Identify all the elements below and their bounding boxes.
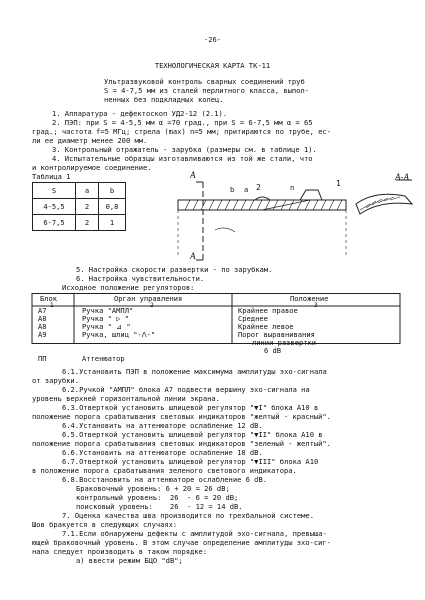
table1-cell: 2	[76, 199, 99, 215]
body-line: положение порога срабатывания световых индикаторов "зеленый - желтый".	[32, 439, 331, 448]
body-line: 6.5.Отверткой установить шлицевой регулятор "▼II" блока А10 в	[62, 430, 323, 439]
intro-line: 4. Испытательные образцы изготавливаются из той же стали, что	[52, 154, 313, 163]
subtitle-line: ненных без подкладных колец.	[104, 95, 224, 104]
intro-line: ли ее диаметр менее 200 мм.	[32, 136, 148, 145]
table2-cell: Среднее	[238, 314, 268, 323]
table2-header: Блок	[40, 294, 58, 303]
body-line: уровень верхней горизонтальной линии экрана.	[32, 394, 220, 403]
table1-caption: Таблица 1	[32, 172, 71, 181]
table2-cell: линии развертки	[252, 338, 317, 347]
table2-cell: 6 dB	[264, 346, 282, 355]
table2-cell: Ручка " ▷ "	[82, 314, 129, 323]
table2-cell: Ручка " ⊿ "	[82, 322, 131, 331]
weld-diagram	[0, 170, 425, 270]
body-line: 6.4.Установить на аттенюаторе ослабление 12 dB.	[62, 421, 263, 430]
table2-cell: Аттенюатор	[82, 354, 125, 363]
body-line: Шов бракуется в следующих случаях:	[32, 520, 178, 529]
body-line: 6.3.Отверткой установить шлицевой регулятор "▼I" блока А10 в	[62, 403, 319, 412]
body-line: контрольный уровень: 26 - 6 = 20 dB;	[76, 493, 239, 502]
table1-header-s: S	[33, 183, 76, 199]
body-line: 6.8.Восстановить на аттенюаторе ослабление 6 dB.	[62, 475, 267, 484]
body-line: от зарубки.	[32, 376, 79, 385]
table2-cell: Крайнее правое	[238, 306, 298, 315]
subtitle-line: S = 4-7,5 мм из сталей перлитного класса, выпол-	[104, 86, 309, 95]
table1-cell: 4-5,5	[33, 199, 76, 215]
intro-line: 3. Контрольный отражатель - зарубка (размеры см. в таблице 1).	[52, 145, 317, 154]
table1-header-b: b	[99, 183, 126, 199]
table2-grid	[0, 293, 425, 353]
intro-line: и контролируемое соединение.	[32, 163, 152, 172]
table2-header: Орган управления	[114, 294, 183, 303]
subtitle-line: Ультразвуковой контроль сварных соединений труб	[104, 77, 305, 86]
page-title: ТЕХНОЛОГИЧЕСКАЯ КАРТА ТК-11	[154, 61, 271, 70]
diagram-label: A	[190, 170, 196, 180]
diagram-label: A-A	[395, 172, 409, 182]
table2-col-number: 3	[314, 302, 318, 309]
table2-cell: А8	[38, 314, 47, 323]
table1-cell: 0,8	[99, 199, 126, 215]
table2-cell: А7	[38, 306, 47, 315]
body-line: 7.1.Если обнаружены дефекты с амплитудой эхо-сигнала, превыша-	[62, 529, 327, 538]
table2-header: Положение	[290, 294, 329, 303]
diagram-label: n	[290, 184, 295, 192]
body-line: 6.6.Установить на аттенюаторе ослабление 18 dB.	[62, 448, 263, 457]
section-line: 6. Настройка чувствительности.	[76, 274, 205, 283]
body-line: 6.7.Отверткой установить шлицевой регулятор "▼III" блока А10	[62, 457, 319, 466]
table2-cell: ПП	[38, 354, 47, 363]
body-line: 6.1.Установить ПЭП в положение максимума амплитуды эхо-сигнала	[62, 367, 327, 376]
body-line: 6.2.Ручкой "АМПЛ" блока А7 подвести вершину эхо-сигнала на	[62, 385, 310, 394]
table1-cell: 1	[99, 215, 126, 231]
diagram-label: A	[190, 251, 196, 261]
table2-cell: А8	[38, 322, 47, 331]
table2-cell: А9	[38, 330, 47, 339]
table2-cell: Крайнее левое	[238, 322, 294, 331]
body-line: а) ввести режим БЦО "dB";	[76, 556, 183, 565]
body-line: 7. Оценка качества шва производится по трехбальной системе.	[62, 511, 314, 520]
table2-cell: Ручка "АМПЛ"	[82, 306, 134, 315]
section-line: Исходное положение регуляторов:	[62, 283, 195, 292]
body-line: положение порога срабатывания световых индикаторов "желтый - красный".	[32, 412, 331, 421]
diagram-label: b	[230, 186, 235, 194]
page-number: -26-	[203, 35, 222, 44]
body-line: Браковочный уровень: 6 + 20 = 26 dB;	[76, 484, 230, 493]
intro-line: 2. ПЭП: при S = 4-5,5 мм α =70 град., при S = 6-7,5 мм α = 65	[52, 118, 313, 127]
section-line: 5. Настройка скорости развертки - по зарубкам.	[76, 265, 273, 274]
table2-cell: Порог выравнивания	[238, 330, 315, 339]
body-line: нала следует производить в таком порядке:	[32, 547, 208, 556]
table1-header-a: a	[76, 183, 99, 199]
table2-col-number: 2	[150, 302, 154, 309]
intro-line: 1. Аппаратура - дефектоскоп УД2-12 (2.1).	[52, 109, 228, 118]
table2-col-number: 1	[50, 302, 54, 309]
intro-line: град.; частота f=5 МГц; стрела (max) n=5 мм; притираются по трубе, ес-	[32, 127, 331, 136]
table2-cell: Ручка, шлиц "-ᐱ-"	[82, 330, 156, 339]
body-line: поисковый уровень: 26 - 12 = 14 dB.	[76, 502, 243, 511]
body-line: в положение порога срабатывания зеленого светового индикатора.	[32, 466, 297, 475]
diagram-label: 2	[256, 183, 261, 192]
diagram-label: 1	[336, 179, 341, 188]
table1-cell: 6-7,5	[33, 215, 76, 231]
body-line: ющей браковочный уровень. В этом случае определение амплитуды эхо-сиг-	[32, 538, 331, 547]
diagram-label: a	[244, 186, 249, 194]
table1-cell: 2	[76, 215, 99, 231]
